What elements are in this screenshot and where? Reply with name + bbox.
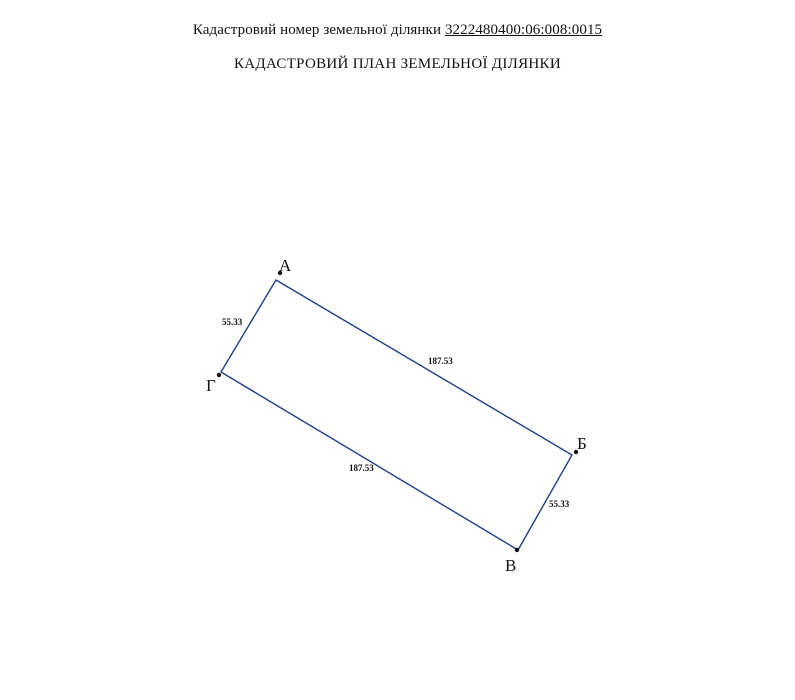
cadastral-number-value: 3222480400:06:008:0015 <box>444 22 603 38</box>
plan-title: КАДАСТРОВИЙ ПЛАН ЗЕМЕЛЬНОЇ ДІЛЯНКИ <box>234 56 561 72</box>
segment-length-b-v: 55.33 <box>549 499 570 509</box>
land-parcel-boundary <box>221 280 572 550</box>
segment-length-a-b: 187.53 <box>428 356 453 366</box>
point-label-v: В <box>505 556 517 575</box>
boundary-point-g-marker <box>217 373 221 377</box>
boundary-point-v-marker <box>515 548 519 552</box>
point-label-b: Б <box>577 434 587 453</box>
segment-length-g-a: 55.33 <box>222 317 243 327</box>
point-label-a: А <box>279 256 292 275</box>
point-label-g: Г <box>206 376 216 395</box>
cadastral-number-label: Кадастровий номер земельної ділянки <box>192 22 442 38</box>
segment-length-v-g: 187.53 <box>349 463 374 473</box>
